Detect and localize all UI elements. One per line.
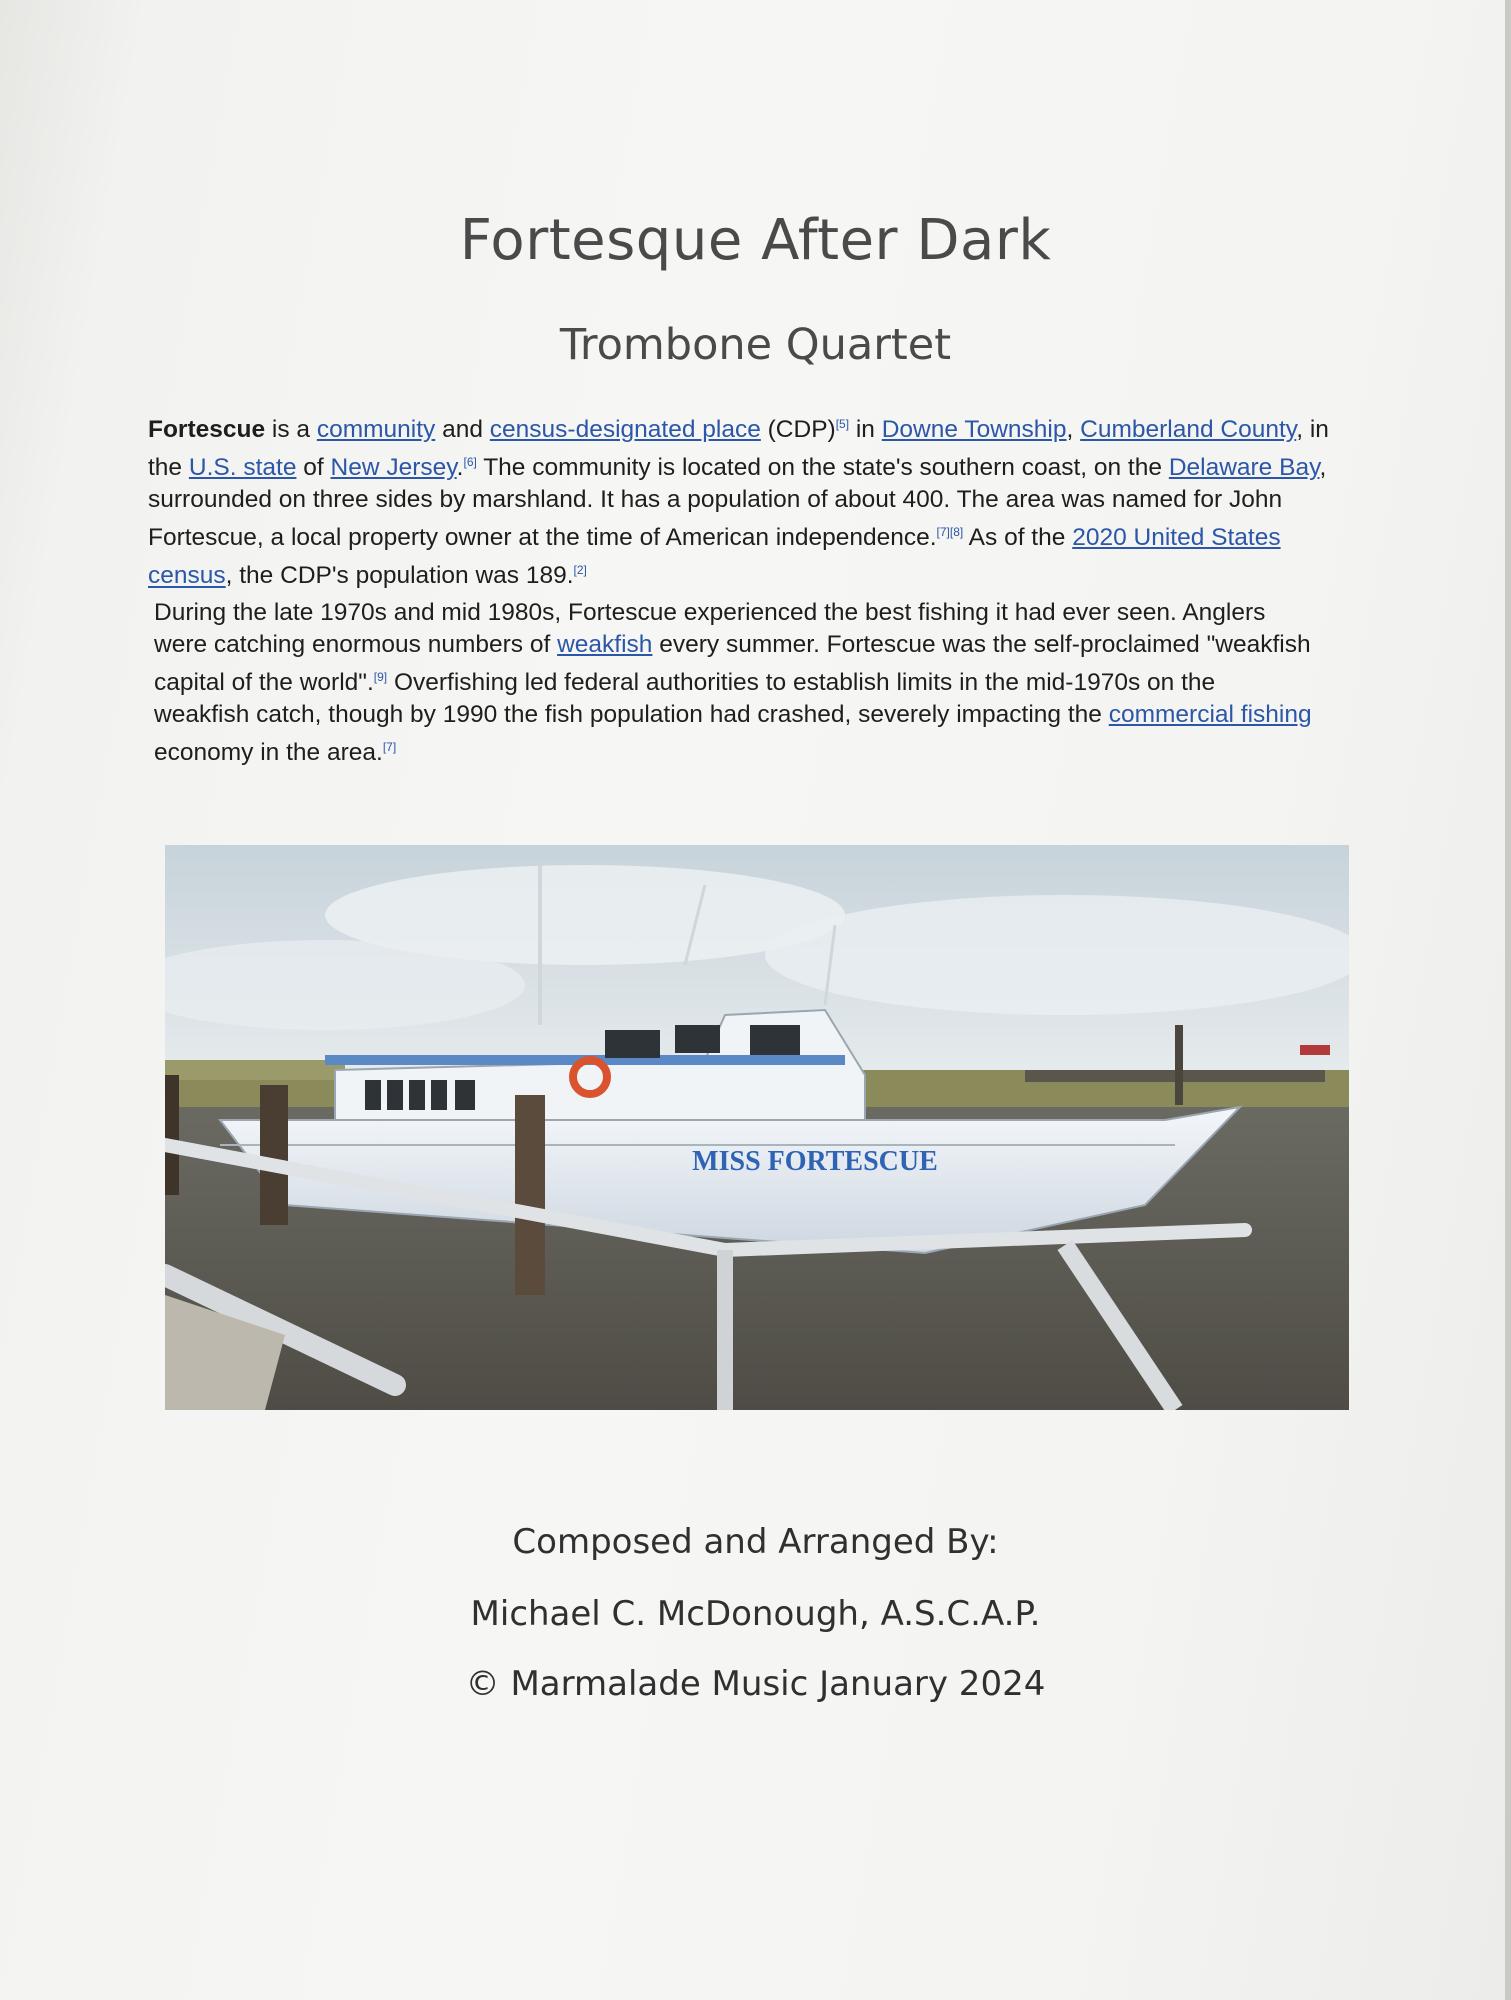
paragraph-text: , the CDP's population was 189. (225, 562, 574, 590)
boat-name-label: MISS FORTESCUE (692, 1146, 938, 1177)
paragraph-text: , in the (148, 416, 1329, 482)
paragraph-text: and (435, 416, 490, 444)
dock-piling (1175, 1025, 1183, 1105)
paragraph-text: (CDP) (760, 416, 836, 444)
citation-ref[interactable]: [7] (382, 740, 397, 755)
boat-photo-illustration (165, 845, 1349, 1410)
link-cumberland-county[interactable]: Cumberland County (1080, 416, 1297, 444)
page-title: Fortesque After Dark (459, 208, 1052, 273)
flag (1300, 1045, 1330, 1055)
paragraph-bold-term: Fortescue (148, 416, 266, 444)
paragraph-text: is a (265, 416, 317, 444)
paragraph-text: in (849, 416, 882, 444)
paragraph-text: Overfishing led federal authorities to establish limits in the mid-1970s on the weakfish catch, though by 1990 the fish population had crashed, severely impacting the (154, 669, 1216, 729)
paragraph-text: economy in the area. (154, 739, 383, 767)
cloud (765, 895, 1349, 1015)
link-downe-township[interactable]: Downe Township (881, 416, 1067, 444)
paragraph-text: of (296, 454, 331, 482)
citation-ref[interactable]: [6] (463, 455, 477, 470)
history-paragraph (154, 597, 1314, 769)
link-weakfish[interactable]: weakfish (557, 631, 653, 658)
paragraph-text: , surrounded on three sides by marshland. It has a population of about 400. The area was named for John Fortescue, a local property owner at the time of American independence. (148, 454, 1327, 552)
composer-name: Michael C. McDonough, A.S.C.A.P. (470, 1594, 1041, 1634)
citation-ref[interactable]: [5] (835, 417, 850, 431)
citation-ref[interactable]: [2] (573, 563, 587, 578)
dock-piling (165, 1075, 179, 1195)
link-us-state[interactable]: U.S. state (188, 454, 297, 482)
marsh-shoreline (165, 1060, 345, 1080)
paragraph-text: The community is located on the state's southern coast, on the (476, 454, 1169, 482)
link-commercial-fishing[interactable]: commercial fishing (1108, 701, 1312, 729)
boat-photo (165, 845, 1349, 1410)
paragraph-text: every summer. Fortescue was the self-proclaimed "weakfish capital of the world". (154, 631, 1311, 697)
citation-ref[interactable]: [9] (373, 670, 388, 684)
paragraph-text: During the late 1970s and mid 1980s, Fortescue experienced the best fishing it had ever seen. Anglers were catching enormous numbers of (154, 599, 1266, 658)
link-delaware-bay[interactable]: Delaware Bay (1168, 454, 1320, 482)
intro-paragraph (148, 408, 1338, 593)
dock-piling (260, 1085, 288, 1225)
page-subtitle: Trombone Quartet (559, 320, 952, 370)
link-community[interactable]: community (316, 416, 436, 444)
link-new-jersey[interactable]: New Jersey (330, 454, 457, 482)
link-2020-census[interactable]: 2020 United States census (148, 524, 1281, 590)
link-census-designated-place[interactable]: census-designated place (489, 416, 761, 444)
dock-piling (515, 1095, 545, 1295)
paragraph-text: , (1066, 416, 1081, 444)
paragraph-text: . (456, 454, 464, 482)
composer-heading: Composed and Arranged By: (512, 1522, 999, 1562)
citation-ref[interactable]: [7][8] (936, 525, 964, 540)
paragraph-text: As of the (963, 524, 1073, 552)
copyright-notice: © Marmalade Music January 2024 (465, 1664, 1046, 1704)
